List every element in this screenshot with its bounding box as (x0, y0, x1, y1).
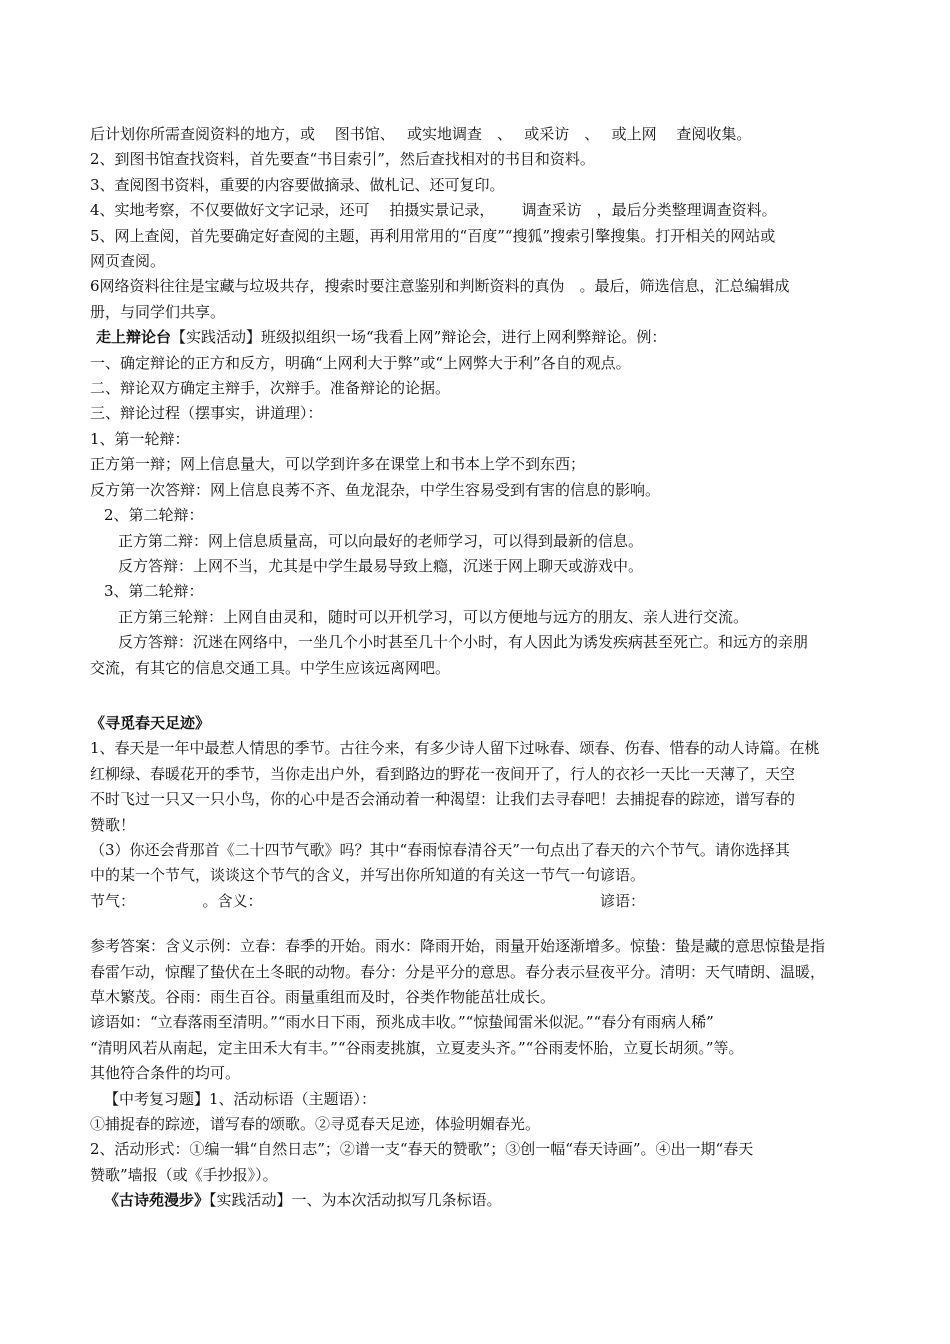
text-line: 节气： 。含义： 谚语： (90, 891, 646, 910)
section-heading: 《寻觅春天足迹》 (90, 713, 211, 732)
text-line: 后计划你所需查阅资料的地方，或 图书馆、 或实地调查 、 或采访 、 或上网 查阅收集。 (90, 125, 752, 143)
text-line: 二、辩论双方确定主辩手，次辩手。准备辩论的论据。 (90, 379, 451, 398)
text-line: 反方第一次答辩：网上信息良莠不齐、鱼龙混杂，中学生容易受到有害的信息的影响。 (90, 480, 661, 499)
text-line: 正方第三轮辩：上网自由灵和，随时可以开机学习，可以方便地与远方的朋友、亲人进行交流。 (118, 607, 749, 626)
text-line: 反方答辩：沉迷在网络中，一坐几个小时甚至几十个小时，有人因此为诱发疾病甚至死亡。和远方的亲朋 (118, 633, 809, 652)
spacer (90, 681, 862, 711)
text-line: 参考答案：含义示例：立春：春季的开始。雨水：降雨开始，雨量开始逐渐增多。惊蛰：蛰是藏的意思惊蛰是指 (90, 937, 826, 956)
text-line: 1、春天是一年中最惹人情思的季节。古往今来，有多少诗人留下过咏春、颂春、伤春、惜春的动人诗篇。在桃 (90, 739, 820, 758)
text-line: 草木繁茂。谷雨：雨生百谷。雨量重组而及时，谷类作物能茁壮成长。 (90, 988, 556, 1006)
text-line: 不时飞过一只又一只小鸟，你的心中是否会涌动着一种渴望：让我们去寻春吧！去捕捉春的踪迹，谱写春的 (90, 790, 796, 809)
text-line: 册，与同学们共享。 (90, 302, 226, 321)
text-line: 交流，有其它的信息交通工具。中学生应该远离网吧。 (90, 658, 451, 677)
text-line: （3）你还会背那首《二十四节气歌》吗？其中“春雨惊春清谷天”一句点出了春天的六个节气。请你选择其 (90, 840, 790, 859)
text-line: 其他符合条件的均可。 (90, 1064, 241, 1083)
text-line: “清明风若从南起，定主田禾大有丰。”“谷雨麦挑旗，立夏麦头齐。”“谷雨麦怀胎，立夏长胡须。”等。 (90, 1038, 744, 1057)
text-line: ①捕捉春的踪迹，谱写春的颂歌。②寻觅春天足迹，体验明媚春光。 (90, 1115, 541, 1134)
text-line: 3、第二轮辩： (104, 582, 204, 601)
text-line: 5、网上查阅，首先要确定好查阅的主题，再利用常用的“百度”“搜狐”搜索引擎搜集。打开相关的网站或 (90, 226, 776, 245)
text-line: 网页查阅。 (90, 252, 166, 271)
text-line: 【实践活动】一、为本次活动拟写几条标语。 (209, 1191, 502, 1210)
text-line: 反方答辩：上网不当，尤其是中学生最易导致上瘾，沉迷于网上聊天或游戏中。 (118, 556, 644, 575)
section-heading: 《古诗苑漫步》 (104, 1191, 210, 1210)
text-line: 2、第二轮辩： (104, 506, 204, 525)
text-line: 正方第一辩；网上信息量大，可以学到许多在课堂上和书本上学不到东西； (90, 455, 586, 474)
text-line: 中的某一个节气，谈谈这个节气的含义，并写出你所知道的有关这一节气一句谚语。 (90, 866, 646, 885)
text-line: 1、第一轮辩： (90, 429, 190, 448)
text-line: 三、辩论过程（摆事实，讲道理）： (90, 404, 323, 423)
text-line: 谚语如：“立春落雨至清明。”“雨水日下雨，预兆成丰收。”“惊蛰闻雷米似泥。”“春分有雨病人稀” (90, 1013, 714, 1032)
text-line: 3、查阅图书资料，重要的内容要做摘录、做札记、还可复印。 (90, 175, 505, 194)
text-line: 【实践活动】班级拟组织一场“我看上网”辩论会，进行上网利弊辩论。例： (171, 328, 667, 347)
text-line: 2、到图书馆查找资料，首先要查“书目索引”，然后查找相对的书目和资料。 (90, 150, 595, 169)
section-heading-line (90, 325, 862, 350)
text-line: 红柳绿、春暖花开的季节，当你走出户外，看到路边的野花一夜间开了，行人的衣衫一天比一天薄了，天空 (90, 764, 796, 783)
text-line: 6网络资料往往是宝藏与垃圾共存，搜索时要注意鉴别和判断资料的真伪 。最后，筛选信息，汇总编辑成 (90, 277, 790, 296)
text-line: 2、活动形式：①编一辑“自然日志”；②谱一支“春天的赞歌”；③创一幅“春天诗画”。④出一期“春天 (90, 1140, 754, 1159)
section-heading: 走上辩论台 (96, 328, 172, 347)
text-line: 一、确定辩论的正方和反方，明确“上网利大于弊”或“上网弊大于利”各自的观点。 (90, 353, 631, 372)
text-line: 4、实地考察，不仅要做好文字记录，还可 拍摄实景记录， 调查采访 ，最后分类整理调查资料。 (90, 201, 777, 220)
text-line: 春雷乍动，惊醒了蛰伏在土冬眠的动物。春分：分是平分的意思。春分表示昼夜平分。清明：天气晴朗、温暖， (90, 962, 826, 981)
text-line: 赞歌”墙报（或《手抄报》）。 (90, 1165, 278, 1184)
text-line: 【中考复习题】1、活动标语（主题语）： (104, 1089, 377, 1108)
section-heading-line (90, 1188, 862, 1213)
text-line: 赞歌！ (90, 815, 136, 834)
text-line: 正方第二辩：网上信息质量高，可以向最好的老师学习，可以得到最新的信息。 (118, 531, 644, 550)
spacer (90, 914, 862, 934)
document-page (90, 122, 862, 1214)
